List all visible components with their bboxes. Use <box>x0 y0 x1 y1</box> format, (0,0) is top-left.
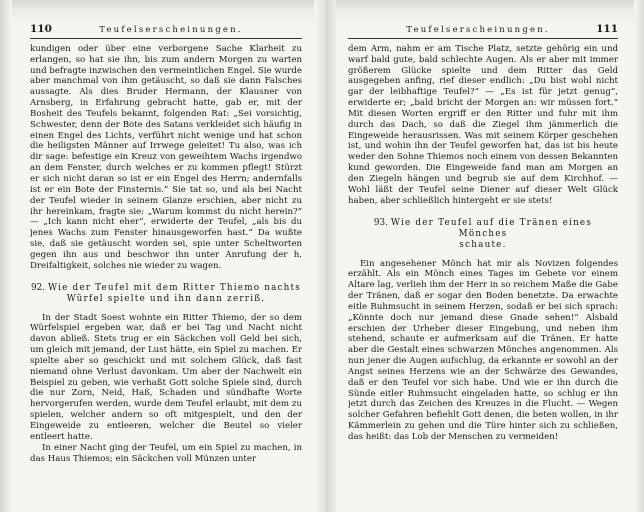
chapter-92-heading <box>30 283 302 305</box>
left-paragraph-3: In einer Nacht ging der Teufel, um ein Spiel zu machen, in das Haus Thiemos; ein Säckchen voll Münzen unter <box>30 442 302 464</box>
chapter-92-number: 92. <box>31 282 45 293</box>
scan-shadow-left <box>0 0 12 512</box>
left-page-number: 110 <box>30 24 52 35</box>
chapter-93-number: 93. <box>373 217 388 228</box>
right-page-number: 111 <box>596 24 618 35</box>
book-gutter <box>314 0 336 512</box>
left-paragraph-1: kundigen oder über eine verborgene Sache Klarheit zu erlangen, so hat sie ihn, bis zum andern Morgen zu warten und befragte inzwischen den vermeintlichen Engel. Sie wurde aber manchmal von ihm getäuscht, so daß sie dann Falsches aussagte. Als dies Bruder Hermann, der Klausner von Arnsberg, in Erfahrung gebracht hatte, gab er, mit der Bosheit des Teufels bekannt, folgenden Rat: „Sei vorsichtig, Schwester, denn der Bote des Satans verkleidet sich häufig in einen Engel des Lichts, verführt nicht wenige und hat schon die heiligsten Männer auf Irrwege geleitet! Tu also, was ich dir sage: befestige ein Kreuz von geweihtem Wachs irgendwo an dem Fenster, durch welches er zu kommen pflegt! Stürzt er sich nicht daran so ist er ein Engel des Herrn; andernfalls ist er ein Bote der Finsternis.“ Sie tat so, und als bei Nacht der Teufel wieder in seinem Glanze erschien, aber nicht zu ihr hereinkam, fragte sie: „Warum kommst du nicht herein?“ — „Ich kann nicht eher“, erwiderte der Teufel, „als bis du jenes Wachs zum Fenster hinausgeworfen hast.“ Da wußte sie, daß sie getäuscht worden sei, spie unter Scheltworten gegen ihn aus und beschwor ihn unter Anrufung der h. Dreifaltigkeit, solches nie wieder zu wagen. <box>30 43 302 271</box>
right-page <box>348 24 618 510</box>
right-paragraph-1: dem Arm, nahm er am Tische Platz, setzte gehörig ein und warf bald gute, bald schlechte Augen. Als er aber mit immer größerem Glücke spielte und dem Ritter das Geld ausgegeben anfing, rief dieser endlich: „Du bist wohl nicht gar der leibhaftige Teufel?“ — „Es ist für jetzt genug“, erwiderte er; „bald bricht der Morgen an: wir müssen fort.“ Mit diesen Worten ergriff er den Ritter und fuhr mit ihm durch das Dach, so daß die Ziegel ihm jämmerlich die Eingeweide herausrissen. Was mit seinem Körper geschehen ist, und wohin ihn der Teufel geworfen hat, das ist bis heute weder den Sohne Thiemos noch einem von dessen Bekannten kund geworden. Die Eingeweide fand man am Morgen an den Ziegeln hängen und begrub sie auf dem Kirchhof. — Wohl läßt der Teufel seine Diener auf dieser Welt Glück haben, aber schließlich hintergeht er sie stets! <box>348 43 618 206</box>
right-running-head: Teufelserscheinungen. <box>406 25 550 35</box>
chapter-92-title-line-2: Würfel spielte und ihn dann zerriß. <box>66 293 266 304</box>
left-running-head: Teufelserscheinungen. <box>99 25 243 35</box>
chapter-93-title-line-1: Wie der Teufel auf die Tränen eines Mönches <box>390 217 593 239</box>
right-page-header <box>348 24 618 39</box>
left-paragraph-2: In der Stadt Soest wohnte ein Ritter Thiemo, der so dem Würfelspiel ergeben war, daß er bei Tag und Nacht nicht davon abließ. Stets trug er ein Säckchen voll Geld bei sich, um gleich mit jemand, der Lust hätte, ein Spiel zu machen. Er spielte aber so geschickt und mit solchem Glück, daß fast niemand ohne Verlust davonkam. Um aber der Nachwelt ein Beispiel zu geben, wie verhaßt Gott solche Spiele sind, durch die nur Zorn, Neid, Haß, Schaden und sündhafte Worte hervorgerufen werden, wurde dem Teufel erlaubt, mit dem zu spielen, welcher andern so oft mitgespielt, und den der Eingeweide zu entleeren, welcher die Beutel so vieler entleert hatte. <box>30 312 302 442</box>
left-page-header <box>30 24 302 39</box>
right-paragraph-2: Ein angesehener Mönch hat mir als Novizen folgendes erzählt. Als ein Mönch eines Tages im Gebete vor einem Altare lag, verlieh ihm der Herr in so reichem Maße die Gabe der Tränen, daß er sogar den Boden benetzte. Da erwachte eitle Ruhmsucht in seinem Herzen, sodaß er bei sich sprach: „Könnte doch nur jemand diese Gnade sehen!“ Alsbald erschien der Urheber dieser Eingebung, und neben ihm stehend, schaute er aufmerksam auf die Tränen. Er hatte aber die Gestalt eines schwarzen Mönches angenommen. Als nun jener die Augen aufschlug, da erkannte er sowohl an der Angst seines Herzens wie an der Schwärze des Gewandes, daß er den Teufel vor sich habe. Und wie er ihn durch die Sünde eitler Ruhmsucht eingeladen hatte, so schlug er ihn jetzt durch das Zeichen des Kreuzes in die Flucht. — Wegen solcher Gefahren befiehlt Gott denen, die beten wollen, in ihr Kämmerlein zu gehen und die Türe hinter sich zu schließen, das heißt: das Lob der Menschen zu vermeiden! <box>348 258 618 442</box>
chapter-93-title-line-2: schaute. <box>459 239 507 250</box>
chapter-93-heading <box>348 218 618 251</box>
scan-shadow-right <box>634 0 644 512</box>
left-page <box>30 24 302 510</box>
chapter-92-title-line-1: Wie der Teufel mit dem Ritter Thiemo nachts <box>48 282 301 293</box>
